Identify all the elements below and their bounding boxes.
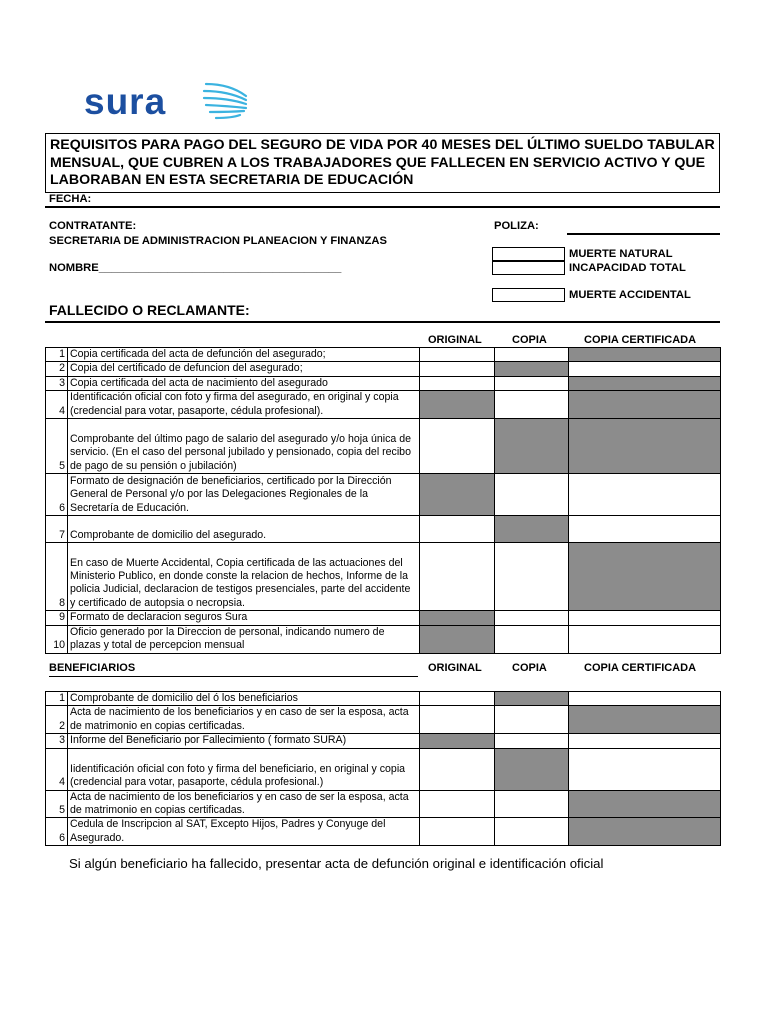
table-row (46, 611, 721, 625)
table-row (46, 474, 721, 516)
section-divider (45, 321, 720, 323)
requirement-text: Identificación oficial con foto y firma del asegurado, en original y copia (credencial para votar, pasaporte, cédula profesional). (68, 391, 420, 419)
nombre-field[interactable]: NOMBRE_______________________________________ (49, 262, 342, 274)
requirement-text: Copia certificada del acta de defunción del asegurado; (68, 348, 420, 362)
table-row (46, 790, 721, 818)
original-cell (420, 625, 495, 653)
row-number: 3 (46, 734, 68, 748)
muerte-natural-checkbox[interactable] (492, 247, 565, 261)
footer-note: Si algún beneficiario ha fallecido, presentar acta de defunción original e identificación oficial (69, 856, 604, 871)
original-cell[interactable] (420, 706, 495, 734)
row-number: 3 (46, 376, 68, 390)
original-cell[interactable] (420, 419, 495, 474)
copia-cell[interactable] (495, 734, 569, 748)
row-number: 10 (46, 625, 68, 653)
copia-cell[interactable] (495, 818, 569, 846)
copia-certificada-cell (569, 818, 721, 846)
logo-wordmark: sura (84, 81, 167, 122)
col-copia-header-2: COPIA (512, 662, 547, 674)
beneficiarios-underline (49, 676, 418, 677)
original-cell[interactable] (420, 692, 495, 706)
table-row (46, 376, 721, 390)
table-row (46, 516, 721, 543)
row-number: 1 (46, 692, 68, 706)
copia-cell[interactable] (495, 348, 569, 362)
copia-cell (495, 419, 569, 474)
copia-cell[interactable] (495, 706, 569, 734)
fecha-underline (45, 206, 720, 208)
original-cell[interactable] (420, 376, 495, 390)
table-row (46, 748, 721, 790)
fallecido-requirements-table (45, 347, 721, 654)
copia-cell[interactable] (495, 611, 569, 625)
copia-certificada-cell (569, 391, 721, 419)
copia-certificada-cell[interactable] (569, 474, 721, 516)
requirement-text: Copia certificada del acta de nacimiento del asegurado (68, 376, 420, 390)
copia-certificada-cell[interactable] (569, 362, 721, 376)
original-cell (420, 474, 495, 516)
section-beneficiarios-title: BENEFICIARIOS (49, 662, 136, 674)
table-row (46, 734, 721, 748)
row-number: 7 (46, 516, 68, 543)
table-row (46, 419, 721, 474)
copia-cell (495, 748, 569, 790)
muerte-accidental-label: MUERTE ACCIDENTAL (569, 289, 691, 301)
section-fallecido-title: FALLECIDO O RECLAMANTE: (49, 302, 250, 318)
logo-wings-icon (202, 78, 254, 126)
copia-cell[interactable] (495, 625, 569, 653)
requirement-text: Formato de designación de beneficiarios, certificado por la Dirección General de Personal y/o por las Delegaciones Regionales de la Secretaría de Educación. (68, 474, 420, 516)
requirement-text: Acta de nacimiento de los beneficiarios y en caso de ser la esposa, acta de matrimonio en copias certificadas. (68, 790, 420, 818)
copia-certificada-cell[interactable] (569, 625, 721, 653)
contratante-value: SECRETARIA DE ADMINISTRACION PLANEACION Y FINANZAS (49, 235, 387, 247)
poliza-label: POLIZA: (494, 220, 539, 232)
original-cell (420, 611, 495, 625)
original-cell (420, 391, 495, 419)
fecha-label: FECHA: (49, 193, 92, 205)
incapacidad-total-label: INCAPACIDAD TOTAL (569, 262, 686, 274)
original-cell[interactable] (420, 790, 495, 818)
muerte-natural-label: MUERTE NATURAL (569, 248, 673, 260)
copia-certificada-cell[interactable] (569, 748, 721, 790)
row-number: 6 (46, 474, 68, 516)
copia-certificada-cell (569, 419, 721, 474)
requirement-text: Comprobante de domicilio del asegurado. (68, 516, 420, 543)
col-copia-header: COPIA (512, 334, 547, 346)
col-original-header: ORIGINAL (428, 334, 482, 346)
col-copia-certificada-header: COPIA CERTIFICADA (584, 334, 697, 346)
row-number: 6 (46, 818, 68, 846)
table-row (46, 706, 721, 734)
original-cell[interactable] (420, 748, 495, 790)
requirement-text: Acta de nacimiento de los beneficiarios y en caso de ser la esposa, acta de matrimonio en copias certificadas. (68, 706, 420, 734)
row-number: 4 (46, 391, 68, 419)
row-number: 2 (46, 706, 68, 734)
table-row (46, 818, 721, 846)
copia-cell[interactable] (495, 543, 569, 611)
original-cell[interactable] (420, 516, 495, 543)
row-number: 2 (46, 362, 68, 376)
row-number: 9 (46, 611, 68, 625)
table-row (46, 348, 721, 362)
copia-certificada-cell[interactable] (569, 692, 721, 706)
original-cell[interactable] (420, 543, 495, 611)
requirement-text: Copia del certificado de defuncion del asegurado; (68, 362, 420, 376)
table-row (46, 362, 721, 376)
copia-cell (495, 692, 569, 706)
requirement-text: Formato de declaracion seguros Sura (68, 611, 420, 625)
requirement-text: Oficio generado por la Direccion de personal, indicando numero de plazas y total de percepcion mensual (68, 625, 420, 653)
copia-cell[interactable] (495, 376, 569, 390)
col-copia-certificada-header-2: COPIA CERTIFICADA (584, 662, 697, 674)
copia-certificada-cell[interactable] (569, 611, 721, 625)
sura-logo (84, 78, 254, 126)
copia-cell[interactable] (495, 391, 569, 419)
table-row (46, 543, 721, 611)
row-number: 8 (46, 543, 68, 611)
beneficiarios-requirements-table (45, 691, 721, 846)
row-number: 5 (46, 790, 68, 818)
copia-cell[interactable] (495, 790, 569, 818)
copia-cell[interactable] (495, 474, 569, 516)
muerte-accidental-checkbox[interactable] (492, 288, 565, 302)
poliza-field[interactable] (567, 233, 720, 235)
incapacidad-total-checkbox[interactable] (492, 261, 565, 275)
requirement-text: Iidentificación oficial con foto y firma del beneficiario, en original y copia (credencial para votar, pasaporte, cédula profesional.) (68, 748, 420, 790)
requirement-text: Informe del Beneficiario por Fallecimiento ( formato SURA) (68, 734, 420, 748)
copia-certificada-cell (569, 706, 721, 734)
copia-cell (495, 362, 569, 376)
copia-certificada-cell[interactable] (569, 516, 721, 543)
col-original-header-2: ORIGINAL (428, 662, 482, 674)
original-cell (420, 734, 495, 748)
copia-certificada-cell (569, 543, 721, 611)
contratante-label: CONTRATANTE: (49, 220, 137, 232)
copia-certificada-cell (569, 376, 721, 390)
row-number: 5 (46, 419, 68, 474)
copia-cell (495, 516, 569, 543)
document-title: REQUISITOS PARA PAGO DEL SEGURO DE VIDA POR 40 MESES DEL ÚLTIMO SUELDO TABULAR MENSUAL, QUE CUBREN A LOS TRABAJADORES QUE FALLECEN EN SERVICIO ACTIVO Y QUE LABORABAN EN ESTA SECRETARIA DE EDUCACIÓN (45, 133, 720, 193)
requirement-text: En caso de Muerte Accidental, Copia certificada de las actuaciones del Ministerio Publico, en donde conste la relacion de hechos, Informe de la policia Judicial, declaracion de testigos presenciales, parte del accidente y certificado de autopsia o necropsia. (68, 543, 420, 611)
copia-certificada-cell[interactable] (569, 734, 721, 748)
original-cell[interactable] (420, 348, 495, 362)
copia-certificada-cell (569, 348, 721, 362)
requirement-text: Cedula de Inscripcion al SAT, Excepto Hijos, Padres y Conyuge del Asegurado. (68, 818, 420, 846)
original-cell[interactable] (420, 362, 495, 376)
original-cell[interactable] (420, 818, 495, 846)
requirement-text: Comprobante de domicilio del ó los beneficiarios (68, 692, 420, 706)
requirement-text: Comprobante del último pago de salario del asegurado y/o hoja única de servicio. (En el caso del personal jubilado y pensionado, copia del recibo de pago de su pensión o jubilación) (68, 419, 420, 474)
row-number: 4 (46, 748, 68, 790)
table-row (46, 391, 721, 419)
table-row (46, 692, 721, 706)
table-row (46, 625, 721, 653)
copia-certificada-cell (569, 790, 721, 818)
row-number: 1 (46, 348, 68, 362)
